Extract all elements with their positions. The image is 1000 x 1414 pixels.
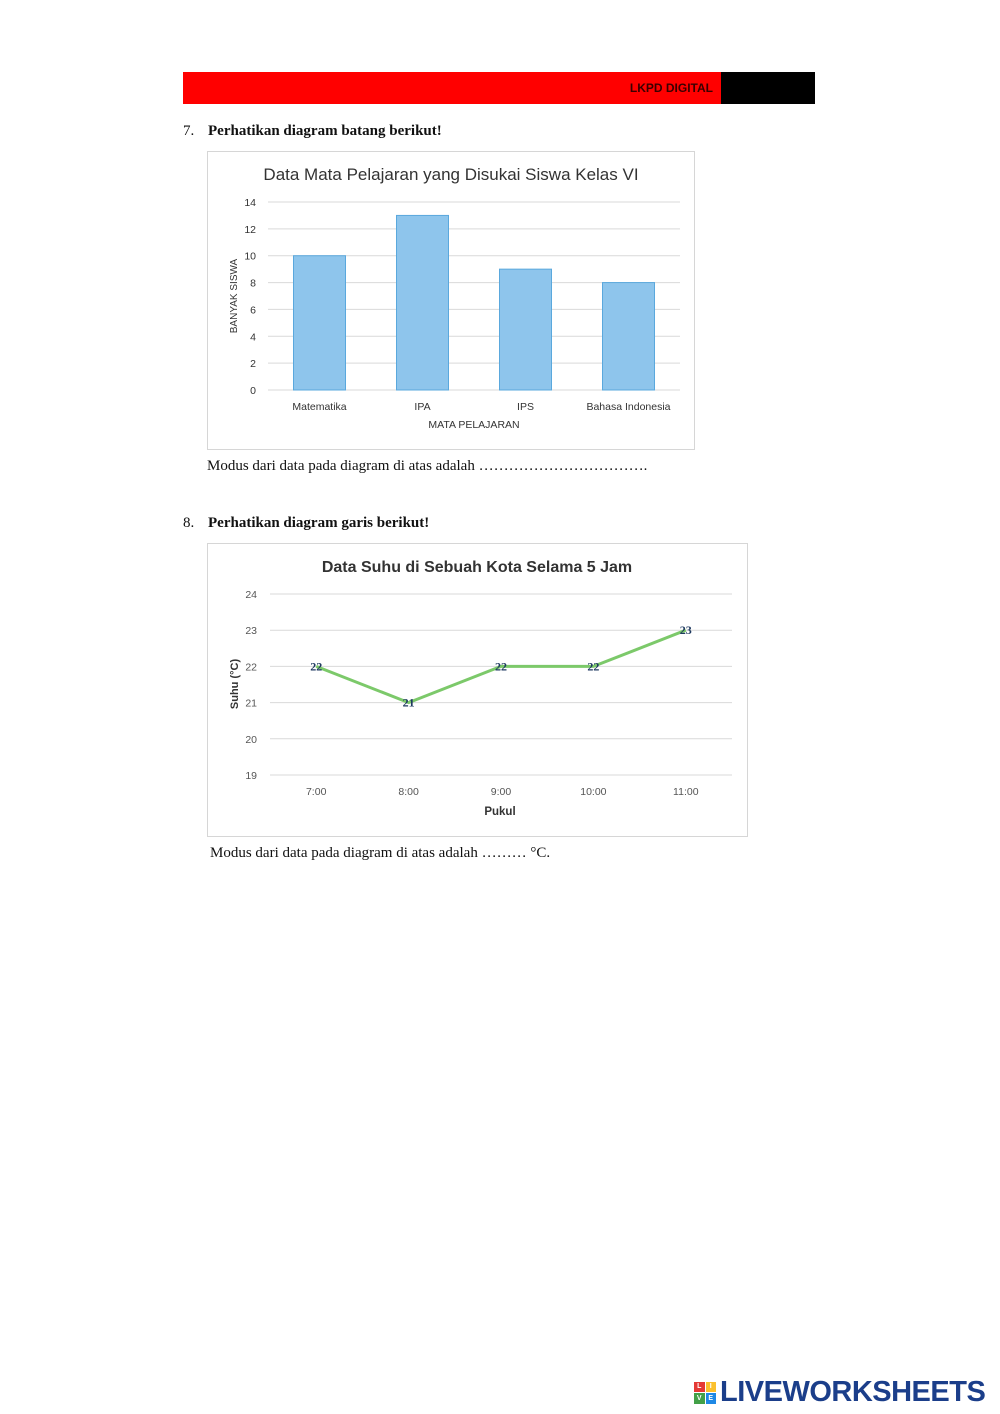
y-axis-label: Suhu (°C) — [229, 658, 241, 710]
mark-letter: L — [694, 1382, 705, 1393]
line-chart-frame — [207, 543, 748, 837]
liveworksheets-wordmark: LIVEWORKSHEETS — [720, 1376, 986, 1408]
y-tick-label: 24 — [245, 589, 257, 601]
question-prompt: Perhatikan diagram garis berikut! — [208, 515, 430, 531]
mark-letter: V — [694, 1393, 705, 1404]
mark-letter: I — [706, 1382, 717, 1393]
x-tick-label: IPA — [414, 401, 431, 413]
y-tick-label: 12 — [244, 223, 256, 236]
x-tick-label: Bahasa Indonesia — [586, 401, 671, 413]
liveworksheets-logo — [694, 1376, 985, 1409]
x-tick-label: 9:00 — [490, 786, 512, 798]
y-tick-label: 0 — [250, 385, 256, 397]
x-tick-label: 10:00 — [580, 786, 607, 798]
data-label: 21 — [402, 695, 415, 710]
y-tick-label: 22 — [245, 661, 257, 674]
y-tick-label: 21 — [245, 697, 257, 710]
bar-chart — [208, 152, 694, 449]
y-tick-label: 23 — [245, 625, 257, 638]
y-tick-label: 4 — [250, 331, 256, 344]
y-tick-label: 19 — [245, 770, 257, 782]
y-tick-label: 6 — [250, 304, 256, 317]
data-label: 22 — [495, 659, 507, 674]
mark-letter: E — [706, 1393, 717, 1404]
x-tick-label: 11:00 — [673, 786, 699, 798]
y-tick-label: 2 — [250, 358, 256, 371]
chart-title: Data Suhu di Sebuah Kota Selama 5 Jam — [321, 559, 633, 576]
answer-line-q7[interactable]: Modus dari data pada diagram di atas adalah ……………………………. — [207, 458, 648, 474]
question-prompt: Perhatikan diagram batang berikut! — [208, 123, 442, 139]
answer-line-q8[interactable]: Modus dari data pada diagram di atas adalah ……… °C. — [210, 845, 551, 861]
header-black-block — [721, 72, 815, 104]
x-tick-label: 8:00 — [398, 786, 419, 798]
bar — [294, 256, 346, 390]
data-label: 22 — [587, 659, 600, 674]
bar — [500, 269, 552, 390]
y-tick-label: 20 — [245, 733, 257, 746]
line-chart — [208, 544, 747, 836]
data-label: 23 — [679, 623, 692, 638]
x-tick-label: IPS — [517, 401, 534, 413]
y-tick-label: 14 — [244, 197, 256, 209]
question-8 — [183, 515, 429, 532]
x-axis-label: MATA PELAJARAN — [428, 419, 520, 431]
header-label: LKPD DIGITAL — [629, 81, 713, 95]
x-tick-label: 7:00 — [305, 786, 327, 798]
y-tick-label: 8 — [250, 277, 256, 290]
header-red-band — [183, 72, 721, 104]
data-label: 22 — [310, 659, 323, 674]
x-tick-label: Matematika — [292, 401, 347, 413]
header-bar — [183, 72, 815, 104]
question-number: 7. — [183, 123, 195, 139]
question-number: 8. — [183, 515, 195, 531]
bar-chart-frame — [207, 151, 695, 450]
bar — [397, 215, 449, 390]
y-tick-label: 10 — [244, 250, 256, 263]
liveworksheets-mark-icon — [694, 1382, 716, 1404]
chart-title: Data Mata Pelajaran yang Disukai Siswa Kelas VI — [263, 165, 639, 184]
y-axis-label: BANYAK SISWA — [229, 258, 240, 334]
question-7 — [183, 123, 442, 140]
bar — [603, 283, 655, 390]
x-axis-label: Pukul — [484, 806, 516, 818]
